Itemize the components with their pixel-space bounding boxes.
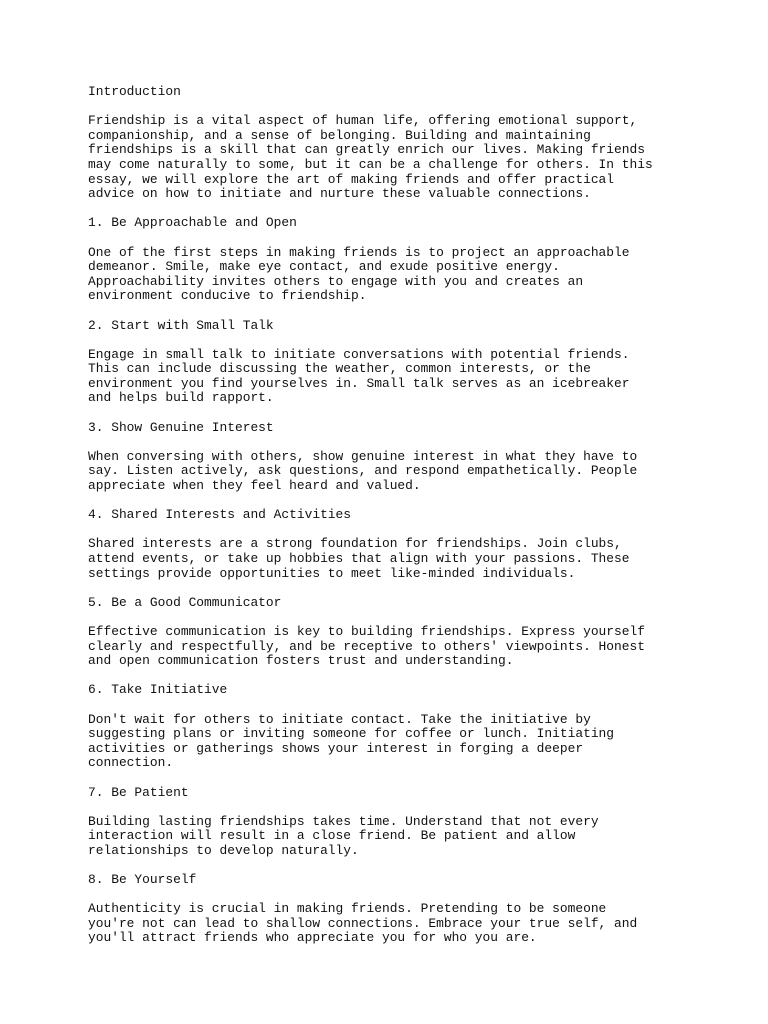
- section-heading-introduction: Introduction: [88, 84, 181, 99]
- section-paragraph-communicator: [88, 625, 688, 669]
- paragraph-line: Friendship is a vital aspect of human life, offering emotional support,: [88, 113, 638, 129]
- paragraph-line: Building lasting friendships takes time. Understand that not every: [88, 813, 599, 829]
- section-heading-yourself: 8. Be Yourself: [88, 872, 197, 888]
- paragraph-line: say. Listen actively, ask questions, and respond empathetically. People: [88, 463, 638, 479]
- section-paragraph-introduction: [88, 114, 688, 202]
- section-paragraph-genuine-interest: [88, 450, 688, 494]
- paragraph-line: Effective communication is key to building friendships. Express yourself: [88, 623, 645, 639]
- paragraph-line: suggesting plans or inviting someone for coffee or lunch. Initiating: [88, 726, 615, 742]
- section-heading-genuine-interest: 3. Show Genuine Interest: [88, 419, 274, 435]
- paragraph-line: friendships is a skill that can greatly enrich our lives. Making friends: [88, 142, 645, 158]
- paragraph-line: and helps build rapport.: [88, 390, 274, 406]
- paragraph-line: This can include discussing the weather, common interests, or the: [88, 361, 591, 377]
- section-paragraph-patient: [88, 815, 688, 859]
- section-heading-shared-interests: 4. Shared Interests and Activities: [88, 507, 352, 523]
- paragraph-line: essay, we will explore the art of making friends and offer practical: [88, 171, 615, 187]
- paragraph-line: connection.: [88, 755, 174, 771]
- document-page: [88, 85, 688, 961]
- paragraph-line: One of the first steps in making friends is to project an approachable: [88, 244, 630, 260]
- paragraph-line: clearly and respectfully, and be receptive to others' viewpoints. Honest: [88, 638, 645, 654]
- section-paragraph-yourself: [88, 902, 688, 946]
- paragraph-line: environment you find yourselves in. Small talk serves as an icebreaker: [88, 375, 630, 391]
- section-paragraph-approachable: [88, 246, 688, 304]
- paragraph-line: attend events, or take up hobbies that align with your passions. These: [88, 551, 630, 566]
- paragraph-line: and open communication fosters trust and understanding.: [88, 653, 514, 669]
- paragraph-line: companionship, and a sense of belonging. Building and maintaining: [88, 127, 591, 143]
- section-paragraph-shared-interests: [88, 537, 688, 581]
- paragraph-line: may come naturally to some, but it can be a challenge for others. In this: [88, 156, 653, 172]
- paragraph-line: activities or gatherings shows your interest in forging a deeper: [88, 740, 584, 756]
- section-heading-initiative: 6. Take Initiative: [88, 682, 228, 698]
- paragraph-line: settings provide opportunities to meet like-minded individuals.: [88, 565, 576, 581]
- section-paragraph-small-talk: [88, 348, 688, 406]
- paragraph-line: Shared interests are a strong foundation for friendships. Join clubs,: [88, 536, 622, 552]
- paragraph-line: demeanor. Smile, make eye contact, and exude positive energy.: [88, 259, 560, 275]
- paragraph-line: relationships to develop naturally.: [88, 842, 359, 858]
- section-paragraph-initiative: [88, 713, 688, 771]
- paragraph-line: you'll attract friends who appreciate you for who you are.: [88, 930, 537, 946]
- paragraph-line: you're not can lead to shallow connections. Embrace your true self, and: [88, 915, 638, 931]
- paragraph-line: Engage in small talk to initiate conversations with potential friends.: [88, 346, 630, 362]
- paragraph-line: interaction will result in a close friend. Be patient and allow: [88, 828, 576, 844]
- section-heading-patient: 7. Be Patient: [88, 784, 189, 800]
- paragraph-line: Approachability invites others to engage with you and creates an: [88, 273, 584, 289]
- paragraph-line: Authenticity is crucial in making friends. Pretending to be someone: [88, 901, 607, 917]
- section-heading-approachable: 1. Be Approachable and Open: [88, 215, 297, 231]
- paragraph-line: advice on how to initiate and nurture these valuable connections.: [88, 186, 591, 202]
- paragraph-line: Don't wait for others to initiate contact. Take the initiative by: [88, 711, 591, 727]
- section-heading-communicator: 5. Be a Good Communicator: [88, 594, 282, 610]
- paragraph-line: When conversing with others, show genuine interest in what they have to: [88, 448, 638, 464]
- paragraph-line: appreciate when they feel heard and valued.: [88, 478, 421, 494]
- section-heading-small-talk: 2. Start with Small Talk: [88, 317, 274, 333]
- paragraph-line: environment conducive to friendship.: [88, 288, 367, 304]
